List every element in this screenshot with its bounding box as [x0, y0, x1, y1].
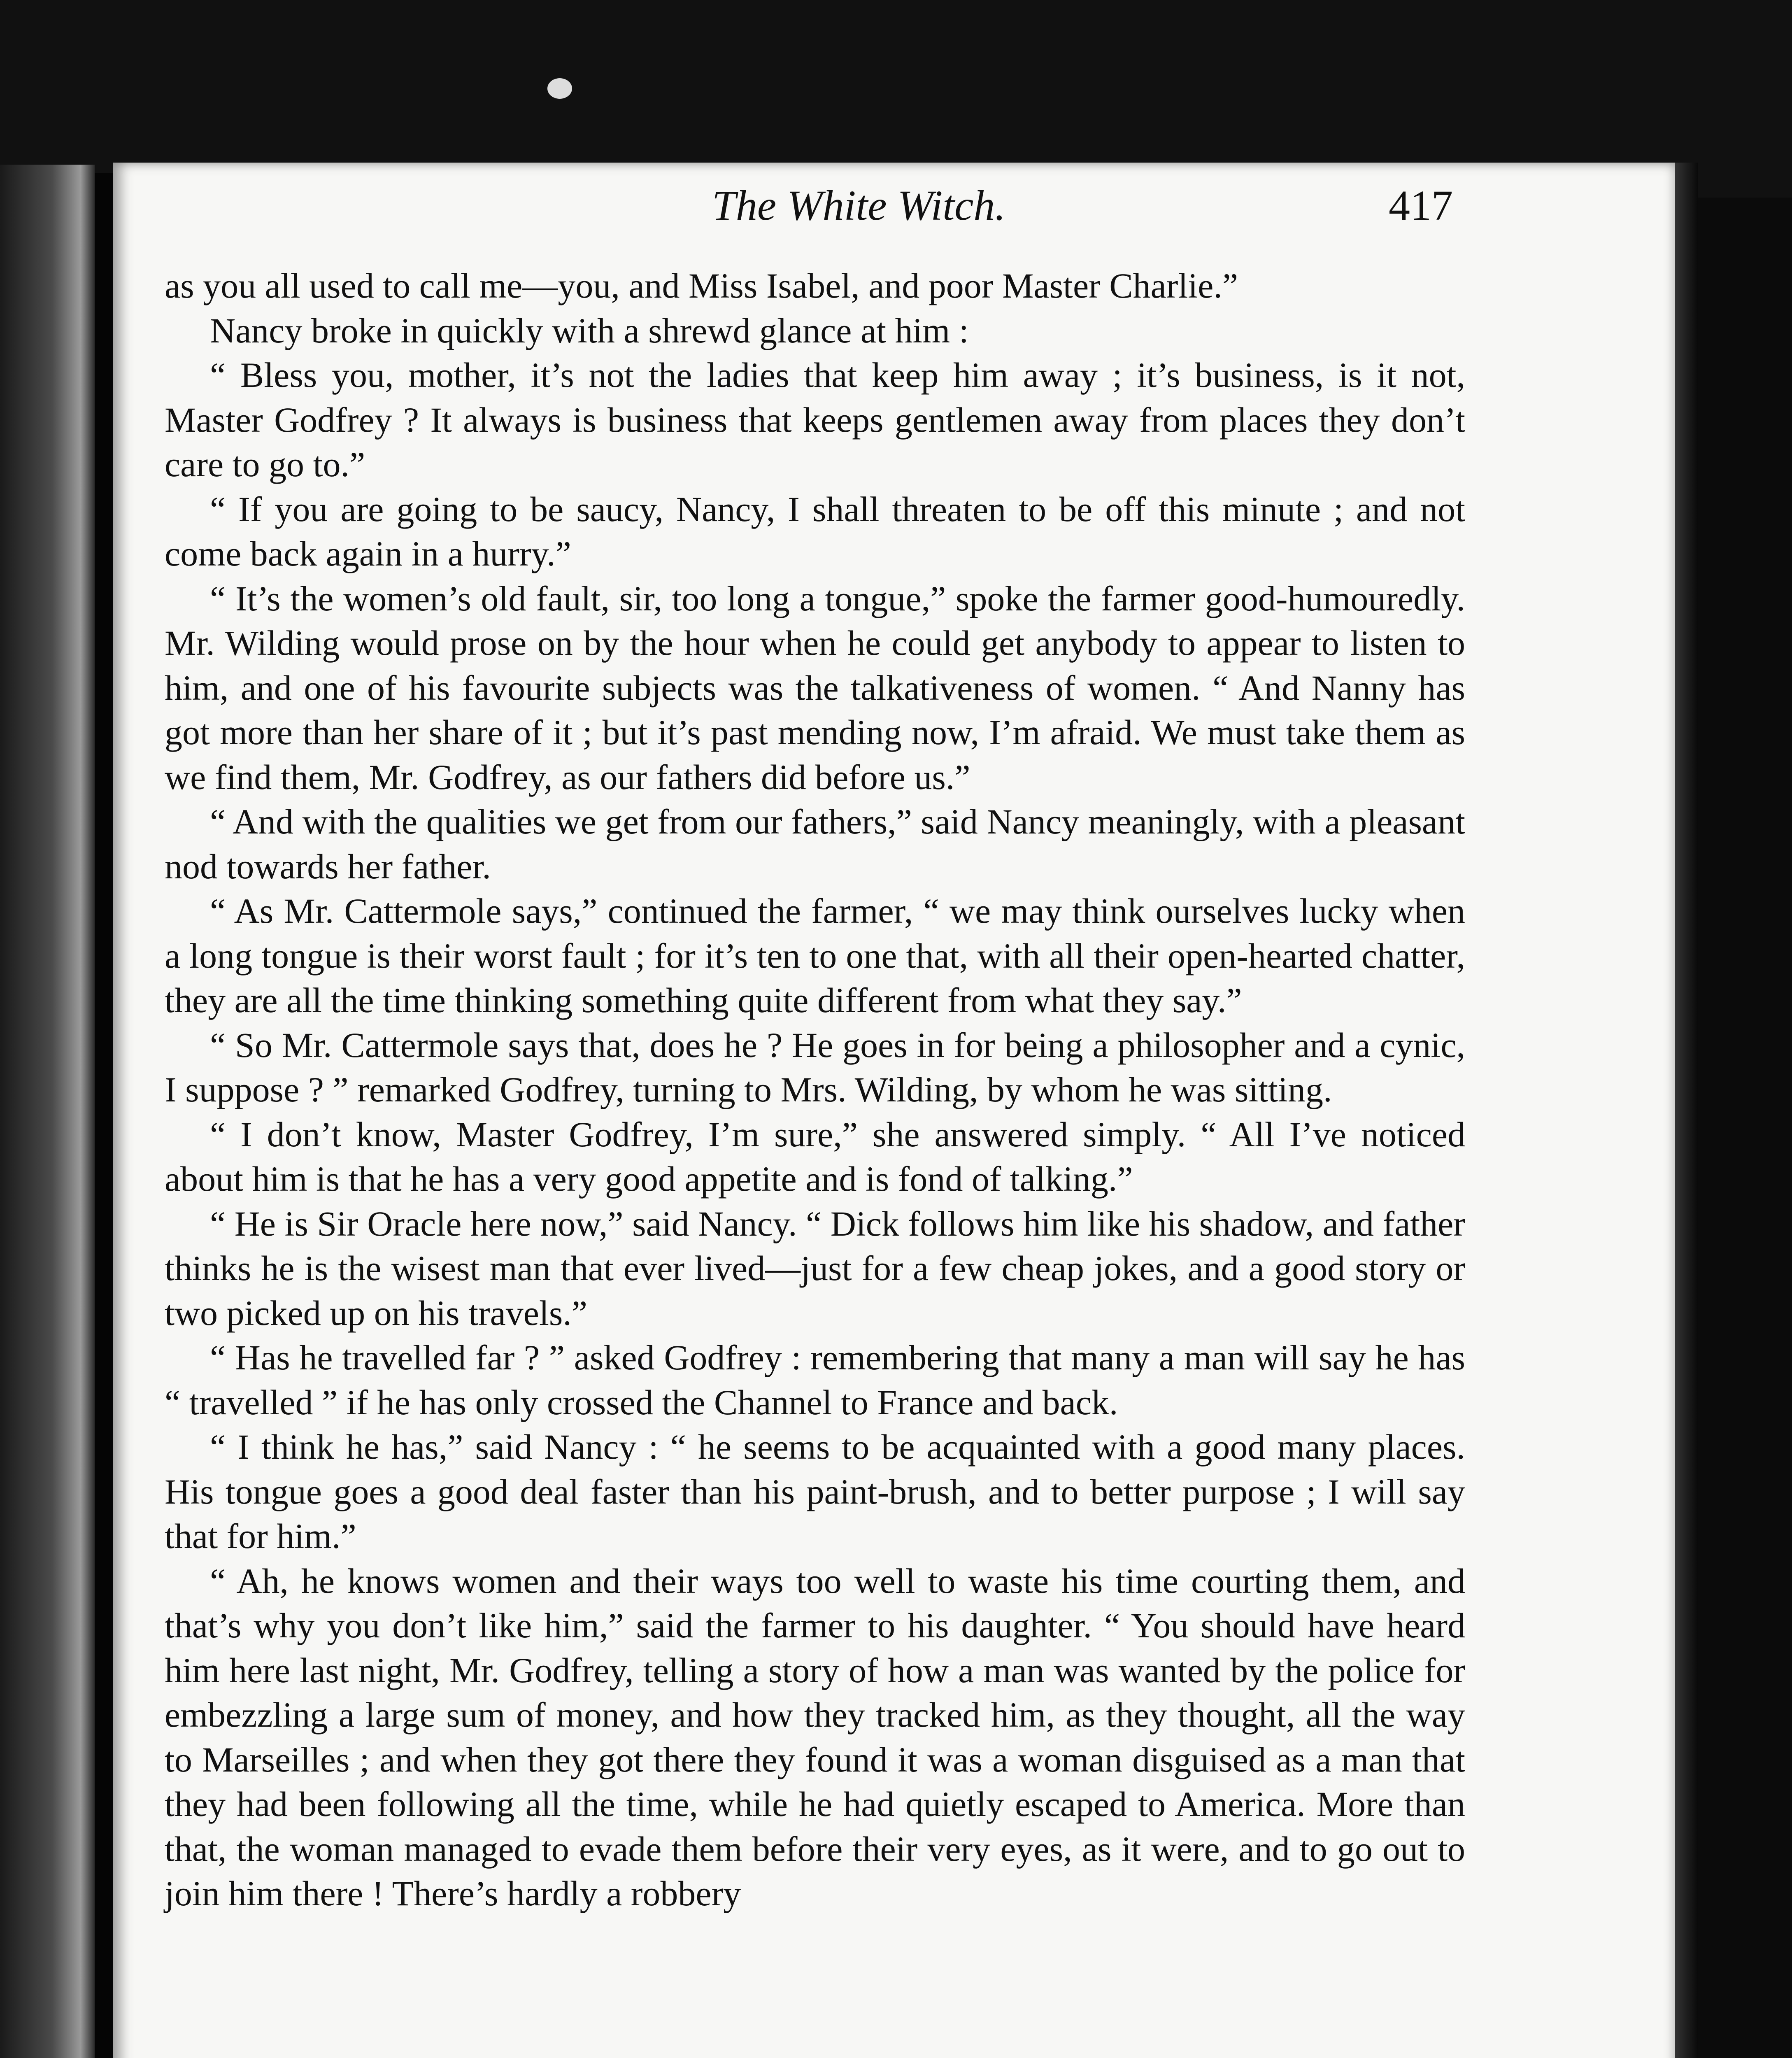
page-right-edge — [1675, 163, 1698, 2058]
paragraph: “ Ah, he knows women and their ways too well to waste his time courting them, and that’s why you don’t like him,” said the farmer to his daughter. “ You should have heard him here last night, Mr. Godfrey, telling a story of how a man was wanted by the police for embezzling a large sum of money, and how they tracked him, as they thought, all the way to Marseilles ; and when they got there they found it was a woman disguised as a man that they had been following all the time, while he had quietly escaped to America. More than that, the woman managed to evade them before their very eyes, as it were, and to go out to join him there ! There’s hardly a robbery — [165, 1561, 1465, 1913]
paragraph: “ Bless you, mother, it’s not the ladies that keep him away ; it’s business, is it not, Master Godfrey ? It always is business that keeps gentlemen away from places they don’t care to go to.” — [165, 355, 1465, 484]
paragraph: “ As Mr. Cattermole says,” continued the farmer, “ we may think ourselves lucky when a long tongue is their worst fault ; for it’s ten to one that, with all their open-hearted chatter, they are all the time thinking something quite different from what they say.” — [165, 891, 1465, 1020]
facing-page-edge — [0, 165, 95, 2058]
paragraph: “ Has he travelled far ? ” asked Godfrey : remembering that many a man will say he has “ travelled ” if he has only crossed the Channel to France and back. — [165, 1338, 1465, 1422]
paragraph: “ And with the qualities we get from our fathers,” said Nancy meaningly, with a pleasant nod towards her father. — [165, 802, 1465, 886]
paragraph: “ I think he has,” said Nancy : “ he seems to be acquainted with a good many places. His tongue goes a good deal faster than his paint-brush, and to better purpose ; I will say that for him.” — [165, 1427, 1465, 1556]
body-text — [165, 263, 1465, 1916]
paragraph: “ I don’t know, Master Godfrey, I’m sure,” she answered simply. “ All I’ve noticed about him is that he has a very good appetite and is fond of talking.” — [165, 1114, 1465, 1199]
running-title: The White Witch. — [712, 182, 1006, 229]
running-head — [165, 181, 1453, 243]
dust-speck — [547, 78, 572, 99]
paragraph: “ If you are going to be saucy, Nancy, I shall threaten to be off this minute ; and not come back again in a hurry.” — [165, 489, 1465, 573]
paragraph: “ So Mr. Cattermole says that, does he ? He goes in for being a philosopher and a cynic, I suppose ? ” remarked Godfrey, turning to Mrs. Wilding, by whom he was sitting. — [165, 1025, 1465, 1109]
paragraph: Nancy broke in quickly with a shrewd glance at him : — [210, 310, 969, 350]
paragraph: “ He is Sir Oracle here now,” said Nancy. “ Dick follows him like his shadow, and father thinks he is the wisest man that ever lived—just for a few cheap jokes, and a good story or two picked up on his travels.” — [165, 1204, 1465, 1333]
page-number: 417 — [1389, 182, 1453, 229]
book-gutter — [95, 173, 113, 2058]
paragraph: “ It’s the women’s old fault, sir, too long a tongue,” spoke the farmer good-humouredly. Mr. Wilding would prose on by the hour when he could get anybody to appear to listen to him, and one of his favourite subjects was the talkativeness of women. “ And Nanny has got more than her share of it ; but it’s past mending now, I’m afraid. We must take them as we find them, Mr. Godfrey, as our fathers did before us.” — [165, 578, 1465, 797]
paragraph: as you all used to call me—you, and Miss Isabel, and poor Master Charlie.” — [165, 266, 1238, 305]
